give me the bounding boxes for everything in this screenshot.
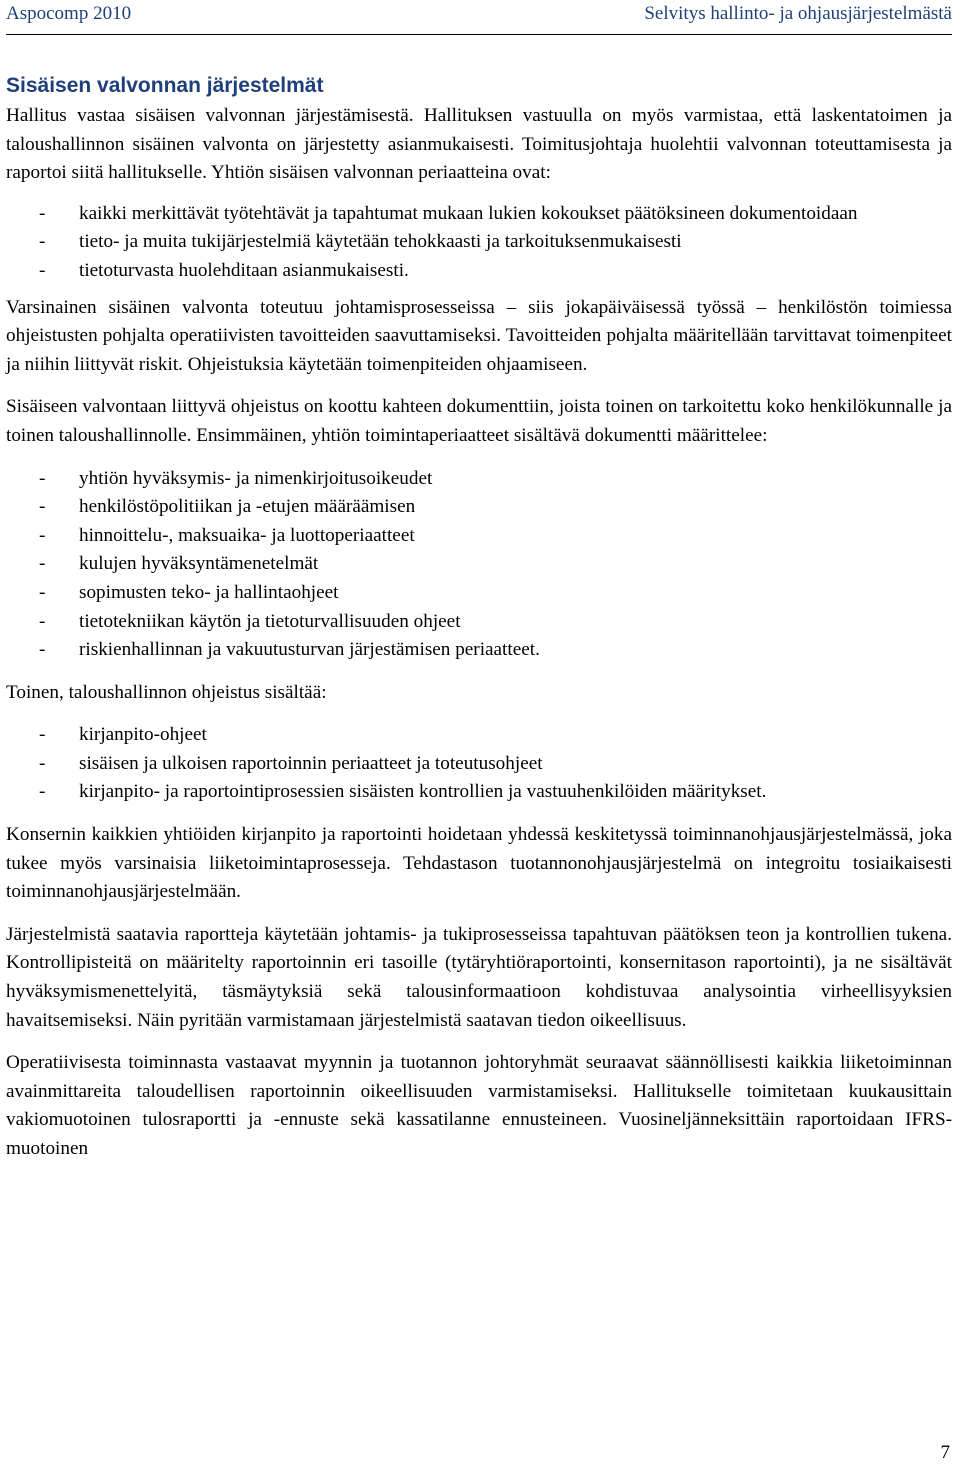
header-document-title: Selvitys hallinto- ja ohjausjärjestelmästä	[644, 3, 952, 24]
list-item: - yhtiön hyväksymis- ja nimenkirjoitusoikeudet	[6, 465, 952, 494]
paragraph-operational-monitoring: Operatiivisesta toiminnasta vastaavat myynnin ja tuotannon johtoryhmät seuraavat säännöllisesti kaikkia liiketoiminnan avainmittareita taloudellisen raportoinnin oikeellisuuden varmistamiseksi. Hallitukselle toimitetaan kuukausittain vakiomuotoinen tulosraportti ja -ennuste sekä kassatilanne ennusteineen. Vuosineljänneksittäin raportoidaan IFRS-muotoinen	[6, 1052, 952, 1159]
list-item: - riskienhallinnan ja vakuutusturvan järjestämisen periaatteet.	[6, 636, 952, 665]
section-title: Sisäisen valvonnan järjestelmät	[6, 74, 324, 97]
paragraph-board-responsibility: Hallitus vastaa sisäisen valvonnan järjestämisestä. Hallituksen vastuulla on myös varmistaa, että laskentatoimen ja taloushallinnon sisäinen valvonta on järjestetty asianmukaisesti. Toimitusjohtaja huolehtii valvonnan toteuttamisesta ja raportoi siitä hallitukselle. Yhtiön sisäisen valvonnan periaatteina ovat:	[6, 105, 952, 184]
document-body	[6, 70, 952, 1164]
finance-instructions-list	[6, 721, 952, 807]
list-item: - tietotekniikan käytön ja tietoturvallisuuden ohjeet	[6, 608, 952, 637]
paragraph-finance-instructions-intro: Toinen, taloushallinnon ohjeistus sisältää:	[6, 681, 327, 703]
company-principles-list	[6, 465, 952, 665]
list-item: - kaikki merkittävät työtehtävät ja tapahtumat mukaan lukien kokoukset päätöksineen dokumentoidaan	[6, 200, 952, 229]
list-item: - sisäisen ja ulkoisen raportoinnin periaatteet ja toteutusohjeet	[6, 750, 952, 779]
paragraph-erp-system: Konsernin kaikkien yhtiöiden kirjanpito ja raportointi hoidetaan yhdessä keskitetyssä toiminnanohjausjärjestelmässä, joka tukee myös varsinaisia liiketoimintaprosesseja. Tehdastason tuotannonohjausjärjestelmä on integroitu tosiaikaisesti toiminnanohjausjärjestelmään.	[6, 824, 952, 903]
list-item: - tieto- ja muita tukijärjestelmiä käytetään tehokkaasti ja tarkoituksenmukaisesti	[6, 228, 952, 257]
list-item: - hinnoittelu-, maksuaika- ja luottoperiaatteet	[6, 522, 952, 551]
paragraph-guidelines: Sisäiseen valvontaan liittyvä ohjeistus on koottu kahteen dokumenttiin, joista toinen on tarkoitettu koko henkilökunnalle ja toinen taloushallinnolle. Ensimmäinen, yhtiön toimintaperiaatteet sisältävä dokumentti määrittelee:	[6, 396, 952, 446]
header-company: Aspocomp 2010	[6, 3, 132, 24]
page-header	[6, 0, 952, 35]
principles-list	[6, 200, 952, 286]
list-item: - kulujen hyväksyntämenetelmät	[6, 550, 952, 579]
paragraph-reports: Järjestelmistä saatavia raportteja käytetään johtamis- ja tukiprosesseissa tapahtuvan päätöksen teon ja kontrollien tukena. Kontrollipisteitä on määritelty raportoinnin eri tasoille (tytäryhtiöraportointi, konsernitason raportointi), ja ne sisältävät hyväksymismenettelyitä, täsmäytyksiä sekä talousinformaatioon kohdistuvaa analysointia virheellisyyksien havaitsemiseksi. Näin pyritään varmistamaan järjestelmistä saatavan tiedon oikeellisuus.	[6, 923, 952, 1031]
list-item: - tietoturvasta huolehditaan asianmukaisesti.	[6, 257, 952, 286]
list-item: - henkilöstöpolitiikan ja -etujen määräämisen	[6, 493, 952, 522]
paragraph-internal-control: Varsinainen sisäinen valvonta toteutuu johtamisprosesseissa – siis jokapäiväisessä työssä – henkilöstön toimiessa ohjeistusten pohjalta operatiivisten tavoitteiden saavuttamiseksi. Tavoitteiden pohjalta määritellään tarvittavat toimenpiteet ja niihin liittyvät riskit. Ohjeistuksia käytetään toimenpiteiden ohjaamiseen.	[6, 296, 952, 375]
list-item: - kirjanpito- ja raportointiprosessien sisäisten kontrollien ja vastuuhenkilöiden määritykset.	[6, 778, 952, 807]
list-item: - kirjanpito-ohjeet	[6, 721, 952, 750]
list-item: - sopimusten teko- ja hallintaohjeet	[6, 579, 952, 608]
page-number: 7	[940, 1442, 950, 1463]
